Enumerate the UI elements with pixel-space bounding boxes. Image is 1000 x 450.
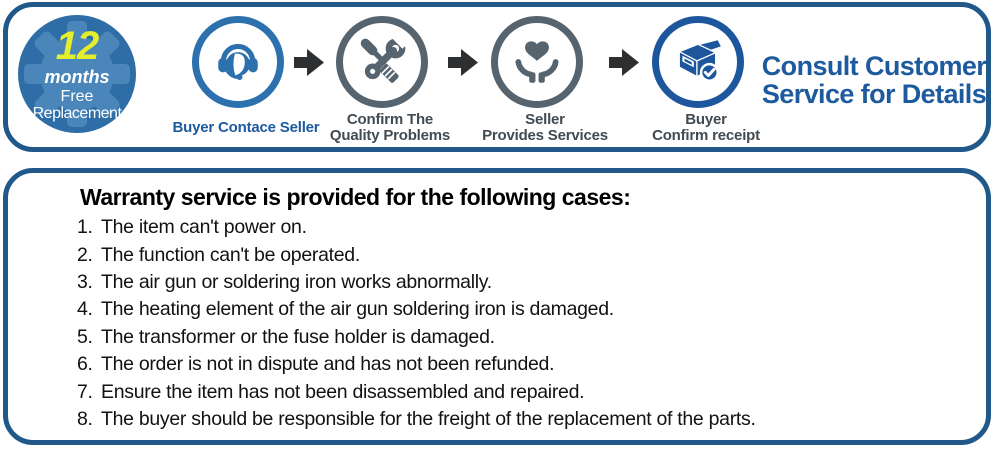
step-label-seller-services: Seller Provides Services xyxy=(482,111,608,144)
list-item: 6. The order is not in dispute and has not been refunded. xyxy=(77,353,555,376)
consult-customer-service-text: Consult Customer Service for Details xyxy=(761,51,987,109)
step-buyer-contact xyxy=(192,16,284,108)
package-check-icon xyxy=(671,35,725,89)
headset-agent-icon xyxy=(211,35,265,89)
step-label-confirm-quality: Confirm The Quality Problems xyxy=(329,111,451,144)
service-flow-panel xyxy=(3,2,991,152)
step-label-buyer-contact: Buyer Contace Seller xyxy=(172,119,320,136)
heart-in-hands-icon xyxy=(510,35,564,89)
badge-replacement-label: Replacement xyxy=(32,105,122,122)
arrow-right-icon xyxy=(609,49,639,76)
badge-free-label: Free xyxy=(60,88,94,105)
step-seller-services xyxy=(491,16,583,108)
twelve-months-badge xyxy=(18,15,136,133)
list-item: 4. The heating element of the air gun soldering iron is damaged. xyxy=(77,298,614,321)
badge-number: 12 xyxy=(55,24,99,68)
list-item: 1. The item can't power on. xyxy=(77,216,307,239)
list-item: 2. The function can't be operated. xyxy=(77,243,360,266)
warranty-list xyxy=(77,214,756,433)
warranty-heading: Warranty service is provided for the following cases: xyxy=(80,184,631,210)
step-label-confirm-receipt: Buyer Confirm receipt xyxy=(652,111,760,144)
list-item: 5. The transformer or the fuse holder is damaged. xyxy=(77,325,495,348)
badge-unit: months xyxy=(44,67,110,87)
list-item: 3. The air gun or soldering iron works abnormally. xyxy=(77,270,492,293)
list-item: 8. The buyer should be responsible for the freight of the replacement of the parts. xyxy=(77,407,756,430)
arrow-right-icon xyxy=(448,49,478,76)
warranty-cases-panel xyxy=(3,168,991,445)
list-item: 7. Ensure the item has not been disassembled and repaired. xyxy=(77,380,585,403)
step-confirm-receipt xyxy=(652,16,744,108)
step-confirm-quality xyxy=(336,16,428,108)
arrow-right-icon xyxy=(294,49,324,76)
repair-tools-icon xyxy=(355,35,409,89)
